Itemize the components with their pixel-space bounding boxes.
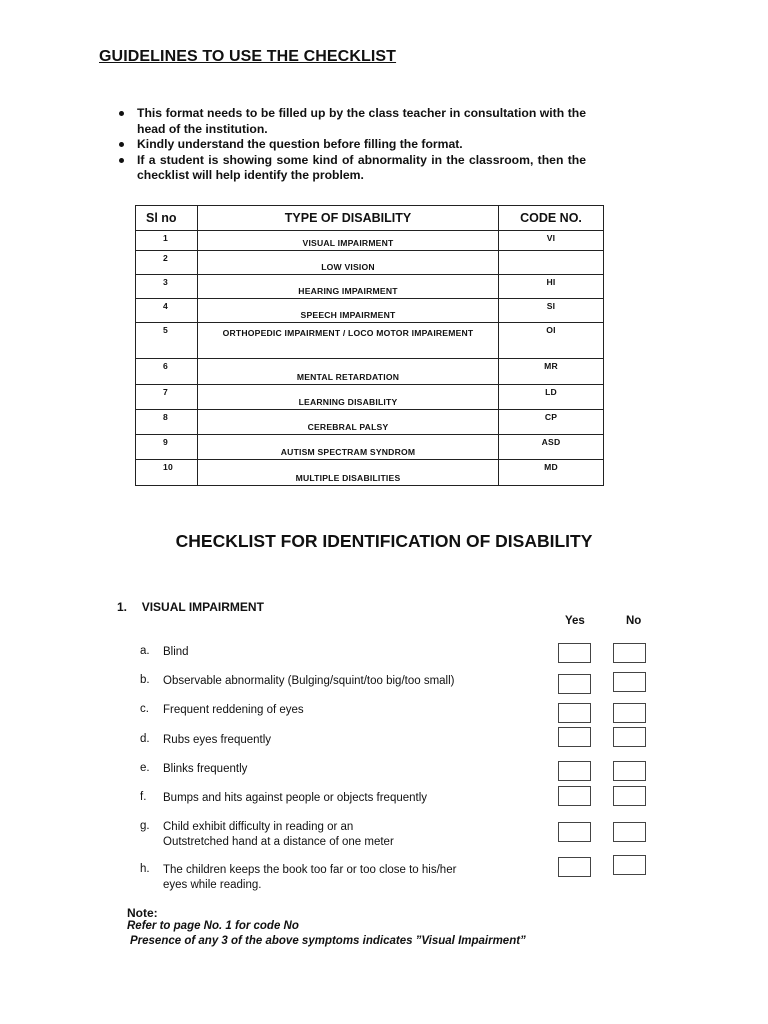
no-checkbox[interactable] (613, 855, 646, 875)
yes-checkbox[interactable] (558, 703, 591, 723)
yes-checkbox[interactable] (558, 857, 591, 877)
cell-type: ORTHOPEDIC IMPAIRMENT / LOCO MOTOR IMPAIREMENT (198, 323, 499, 359)
cell-sl: 9 (136, 435, 198, 460)
no-checkbox[interactable] (613, 761, 646, 781)
guideline-text: Kindly understand the question before filling the format. (137, 137, 463, 152)
cell-type: CEREBRAL PALSY (198, 410, 499, 435)
item-letter: h. (140, 863, 150, 875)
yes-checkbox[interactable] (558, 643, 591, 663)
guideline-text: This format needs to be filled up by the class teacher in consultation with the head of the institution. (137, 106, 586, 136)
note-line: Presence of any 3 of the above symptoms indicates ”Visual Impairment” (130, 935, 526, 947)
guideline-item (116, 153, 586, 184)
column-header-type: TYPE OF DISABILITY (198, 206, 499, 231)
item-text: The children keeps the book too far or too close to his/her eyes while reading. (163, 864, 457, 891)
yes-checkbox[interactable] (558, 786, 591, 806)
disability-code-table (135, 205, 604, 486)
yes-checkbox[interactable] (558, 822, 591, 842)
item-letter: g. (140, 820, 150, 832)
table-row (136, 275, 604, 299)
table-row (136, 460, 604, 486)
item-letter: c. (140, 703, 149, 715)
column-header-yes: Yes (565, 615, 585, 627)
column-header-sl: Sl no (136, 206, 198, 231)
section-title (117, 600, 264, 614)
note-title: Note: (127, 906, 158, 920)
cell-code: SI (499, 299, 604, 323)
no-checkbox[interactable] (613, 822, 646, 842)
guidelines-list (116, 106, 586, 184)
cell-code: HI (499, 275, 604, 299)
cell-code: LD (499, 385, 604, 410)
item-text: Bumps and hits against people or objects frequently (163, 792, 428, 804)
no-checkbox[interactable] (613, 703, 646, 723)
cell-sl: 3 (136, 275, 198, 299)
note-line: Refer to page No. 1 for code No (127, 920, 299, 932)
cell-sl: 5 (136, 323, 198, 359)
cell-sl: 2 (136, 251, 198, 275)
cell-type: VISUAL IMPAIRMENT (198, 231, 499, 251)
item-letter: a. (140, 645, 150, 657)
table-row (136, 323, 604, 359)
table-row (136, 251, 604, 275)
cell-code: ASD (499, 435, 604, 460)
cell-type: HEARING IMPAIRMENT (198, 275, 499, 299)
table-row (136, 231, 604, 251)
cell-type: MULTIPLE DISABILITIES (198, 460, 499, 486)
no-checkbox[interactable] (613, 672, 646, 692)
cell-code: MD (499, 460, 604, 486)
table-row (136, 385, 604, 410)
cell-sl: 8 (136, 410, 198, 435)
cell-sl: 10 (136, 460, 198, 486)
guideline-item (116, 106, 586, 137)
table-row (136, 359, 604, 385)
yes-checkbox[interactable] (558, 761, 591, 781)
cell-sl: 6 (136, 359, 198, 385)
cell-type: LEARNING DISABILITY (198, 385, 499, 410)
table-row (136, 435, 604, 460)
cell-sl: 7 (136, 385, 198, 410)
item-letter: b. (140, 674, 150, 686)
column-header-code: CODE NO. (499, 206, 604, 231)
item-text: Frequent reddening of eyes (163, 704, 304, 716)
cell-sl: 4 (136, 299, 198, 323)
item-text: Blind (163, 646, 189, 658)
item-letter: d. (140, 733, 150, 745)
yes-checkbox[interactable] (558, 727, 591, 747)
cell-code (499, 251, 604, 275)
item-text: Child exhibit difficulty in reading or an Outstretched hand at a distance of one meter (163, 821, 394, 848)
item-letter: e. (140, 762, 150, 774)
column-header-no: No (626, 615, 642, 627)
table-header-row (136, 206, 604, 231)
guideline-item (116, 137, 586, 153)
cell-code: CP (499, 410, 604, 435)
no-checkbox[interactable] (613, 727, 646, 747)
section-name: VISUAL IMPAIRMENT (141, 600, 264, 614)
item-text: Blinks frequently (163, 763, 248, 775)
cell-code: VI (499, 231, 604, 251)
checklist-title: CHECKLIST FOR IDENTIFICATION OF DISABILITY (175, 531, 593, 551)
cell-type: MENTAL RETARDATION (198, 359, 499, 385)
table-row (136, 299, 604, 323)
item-text: Observable abnormality (Bulging/squint/too big/too small) (163, 675, 455, 687)
table-row (136, 410, 604, 435)
cell-sl: 1 (136, 231, 198, 251)
cell-type: SPEECH IMPAIRMENT (198, 299, 499, 323)
item-letter: f. (140, 791, 147, 803)
no-checkbox[interactable] (613, 786, 646, 806)
no-checkbox[interactable] (613, 643, 646, 663)
cell-code: OI (499, 323, 604, 359)
guidelines-title: GUIDELINES TO USE THE CHECKLIST (99, 48, 397, 65)
guideline-text: If a student is showing some kind of abnormality in the classroom, then the checklist will help identify the problem. (137, 152, 586, 183)
cell-type: LOW VISION (198, 251, 499, 275)
section-number: 1. (117, 600, 128, 614)
item-text: Rubs eyes frequently (163, 734, 272, 746)
cell-type: AUTISM SPECTRAM SYNDROM (198, 435, 499, 460)
cell-code: MR (499, 359, 604, 385)
yes-checkbox[interactable] (558, 674, 591, 694)
